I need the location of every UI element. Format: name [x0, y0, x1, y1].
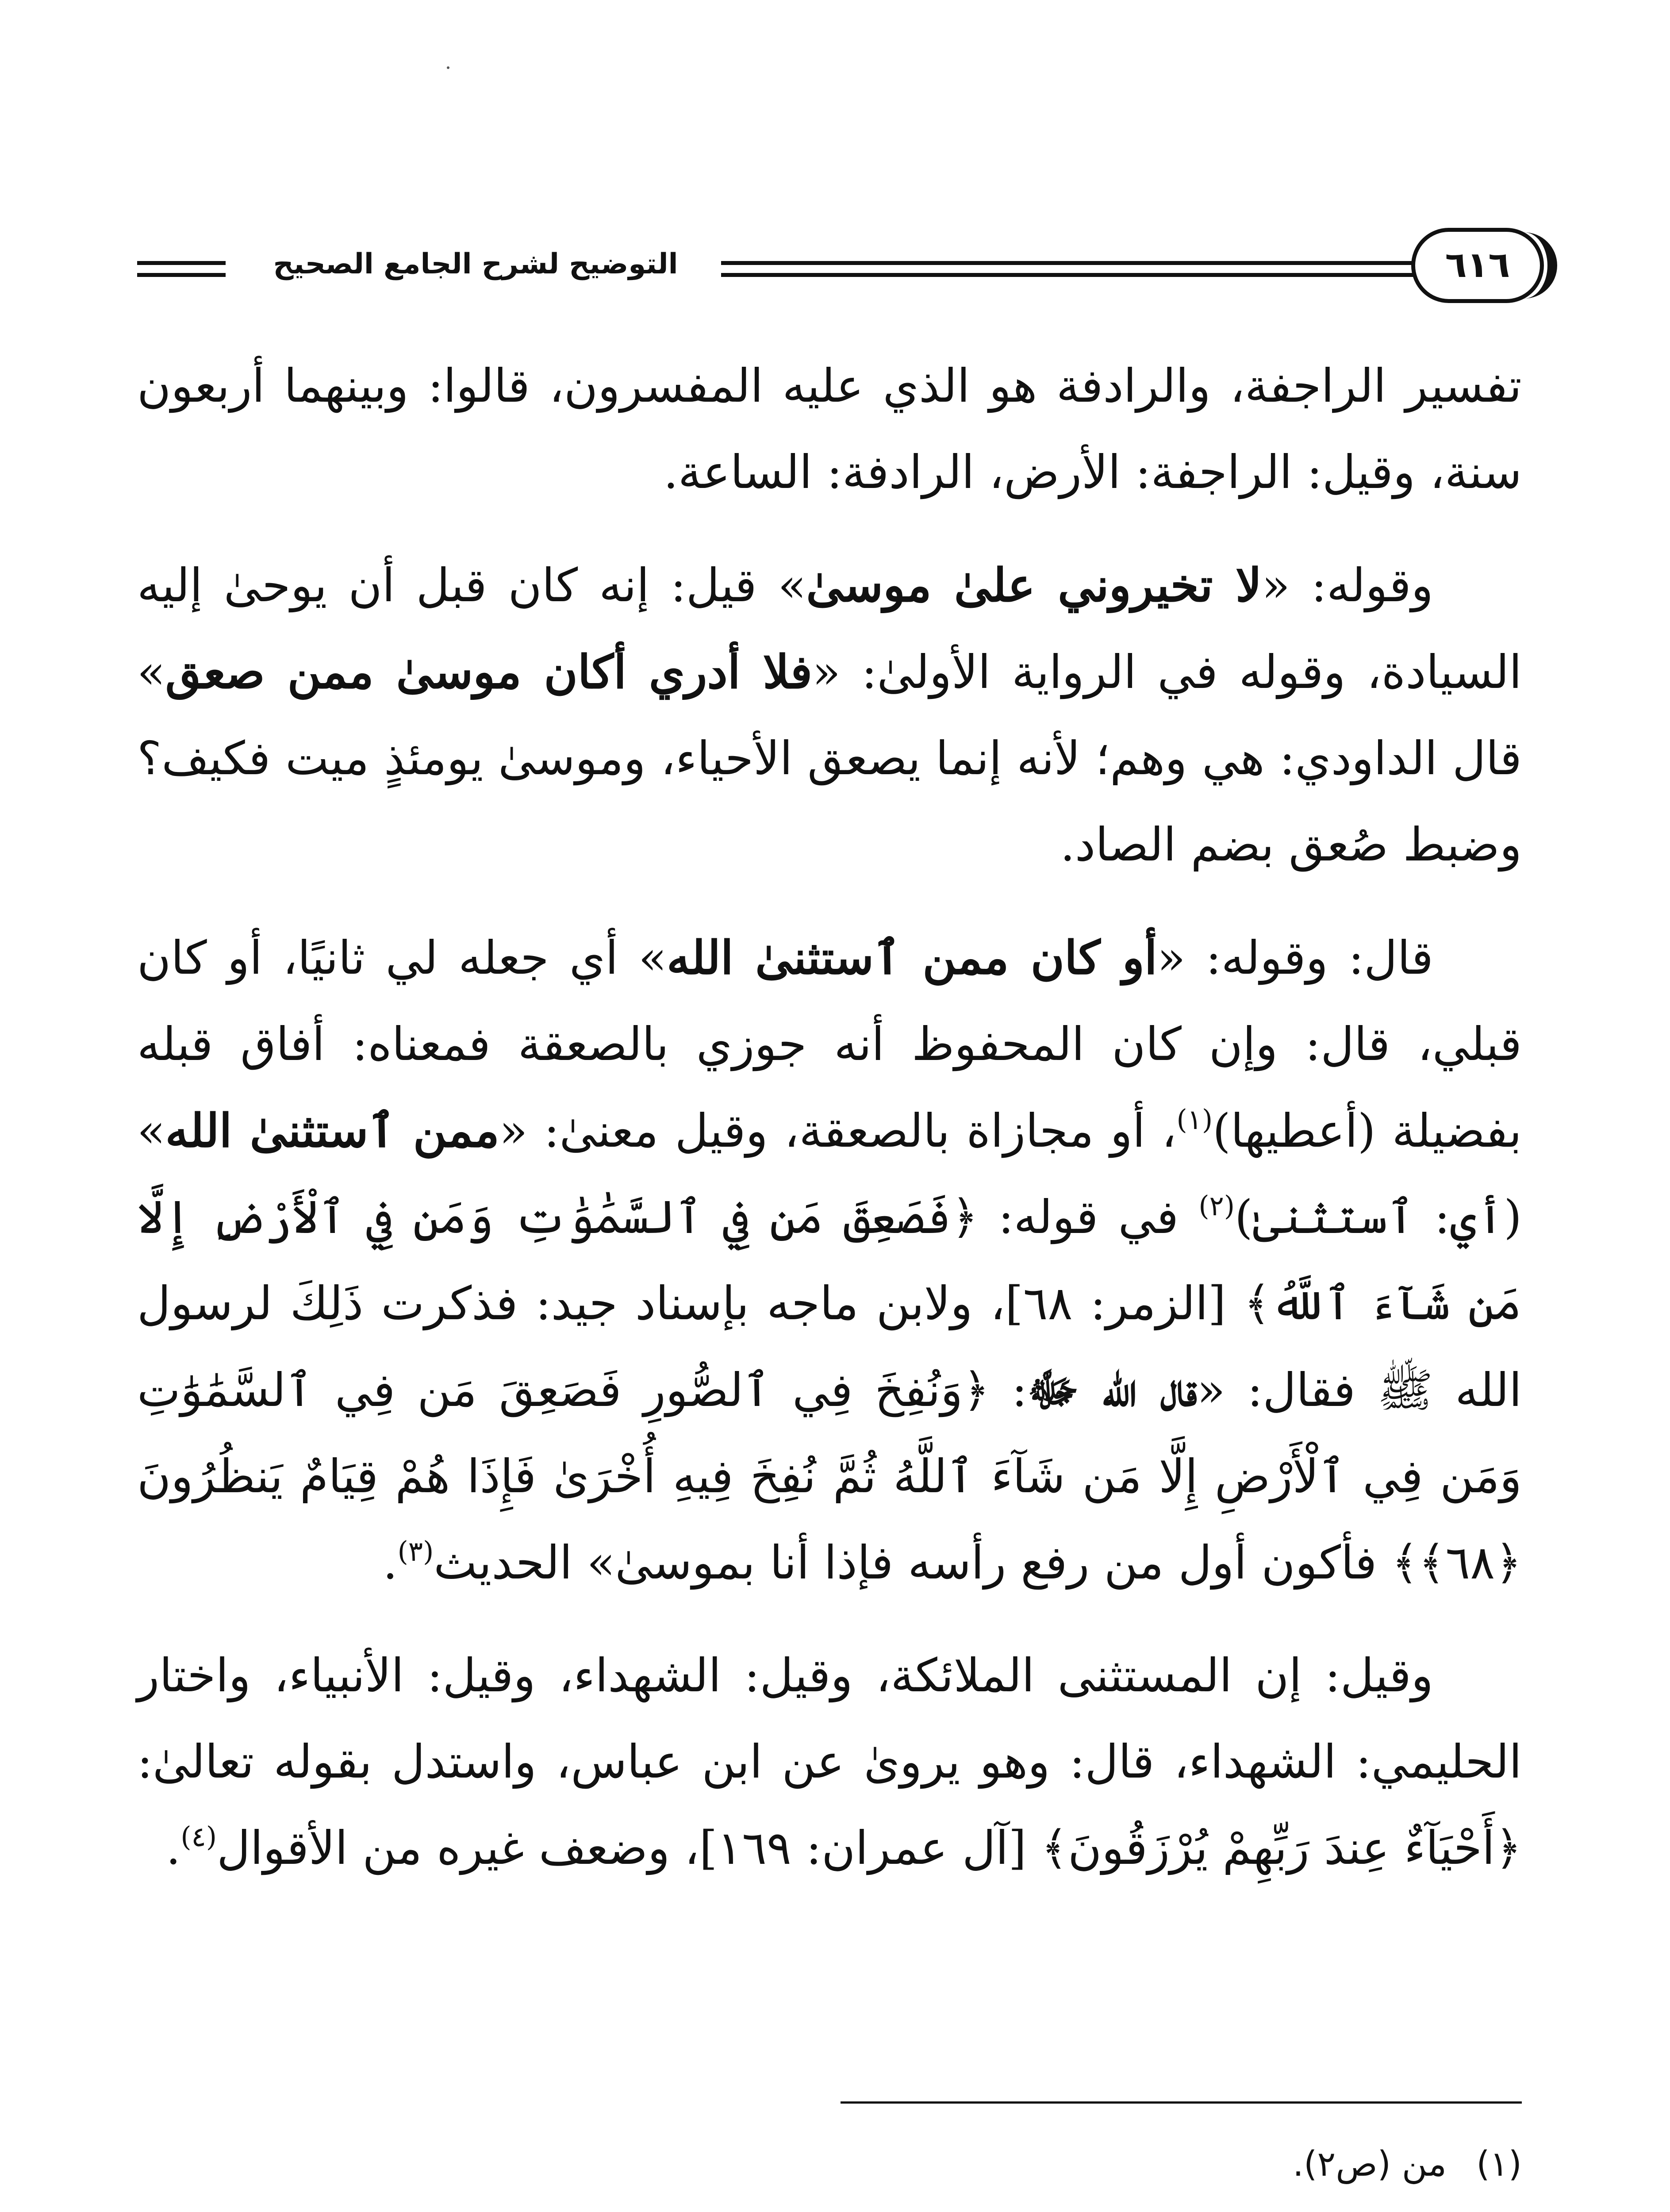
footnote-marker-1[interactable]: (١) — [1176, 1103, 1213, 1136]
footnote-marker-4[interactable]: (٤) — [180, 1820, 217, 1853]
text-run: » قال الداودي: هي وهم؛ لأنه إنما يصعق الأحياء، وموسىٰ يومئذٍ ميت فكيف؟ وضبط صُعق بضم الصاد. — [137, 645, 1522, 872]
footnote-text: من (ص٢). — [1293, 2144, 1447, 2184]
text-run: وقيل: إن المستثنى الملائكة، وقيل: الشهداء، وقيل: الأنبياء، واختار الحليمي: الشهداء، قال: وهو يروىٰ عن ابن عباس، واستدل بقوله تعالىٰ: — [137, 1648, 1522, 1789]
footnote-marker-3[interactable]: (٣) — [397, 1535, 434, 1567]
hadith-quote: فلا أدري أكان موسىٰ ممن صعق — [165, 645, 813, 699]
running-title: التوضيح لشرح الجامع الصحيح — [273, 248, 678, 280]
text-run: [آل عمران: ١٦٩]، وضعف غيره من الأقوال — [217, 1821, 1041, 1875]
header-rule-left — [137, 261, 226, 277]
hadith-quote: أو كان ممن ٱستثنىٰ الله — [667, 930, 1157, 985]
text-run: [الزمر: ٦٨]، ولابن ماجه بإسناد جيد: فذكرت ذَلِكَ لرسول الله ﷺ فقال: « — [137, 1276, 1522, 1417]
paragraph-1 — [137, 343, 1522, 515]
hadith-quote: لا تخيروني علىٰ موسىٰ — [806, 558, 1262, 612]
quran-verse: ﴿وَنُفِخَ فِي ٱلصُّورِ فَصَعِقَ مَن فِي ٱلسَّمَٰوَٰتِ وَمَن فِي ٱلْأَرْضِ إِلَّا مَن شَآءَ ٱللَّهُ ثُمَّ نُفِخَ فِيهِ أُخْرَىٰ فَإِذَا هُمْ قِيَامٌ يَنظُرُونَ ﴿٦٨﴾﴾ — [137, 1363, 1522, 1590]
text-run: . — [383, 1536, 398, 1590]
text-run: فأكون أول من رفع رأسه فإذا أنا بموسىٰ» الحديث — [434, 1536, 1392, 1590]
paragraph-4 — [137, 1632, 1522, 1891]
page-header — [137, 221, 1522, 314]
footnote-1 — [137, 2128, 1522, 2201]
footnote-number: (١) — [1476, 2144, 1522, 2184]
text-run: » قيل: إنه كان قبل أن يوحىٰ إليه السيادة، وقوله في الرواية الأولىٰ: « — [137, 558, 1522, 699]
main-text — [137, 343, 1522, 1918]
text-run: . — [166, 1821, 181, 1875]
footnotes — [137, 2128, 1522, 2212]
quran-verse: ﴿أَحْيَآءٌ عِندَ رَبِّهِمْ يُرْزَقُونَ﴾ — [1041, 1821, 1522, 1875]
footnote-separator — [841, 2101, 1522, 2104]
footnote-number — [1447, 2201, 1522, 2212]
paragraph-1-text: تفسير الراجفة، والرادفة هو الذي عليه المفسرون، قالوا: وبينهما أربعون سنة، وقيل: الراجفة: الأرض، الرادفة: الساعة. — [137, 359, 1522, 499]
text-run: » أي جعله لي ثانيًا، أو كان قبلي، قال: وإن كان المحفوظ أنه جوزي بالصعقة فمعناه: أفاق قبله بفضيلة (أعطيها) — [137, 931, 1522, 1158]
quran-verse: ﴿فَصَعِقَ مَن فِي ٱلسَّمَٰوَٰتِ وَمَن فِي ٱلْأَرْضِ إِلَّا مَن شَآءَ ٱللَّهُ﴾ — [137, 1190, 1522, 1330]
scan-speck — [447, 66, 449, 69]
page-number-ornament — [1517, 232, 1557, 299]
footnote-marker-2[interactable]: (٢) — [1198, 1190, 1235, 1222]
text-run: في قوله: — [978, 1190, 1199, 1244]
page-number: ٦١٦ — [1411, 228, 1544, 303]
footnote-2 — [137, 2201, 1522, 2212]
hadith-quote: ممن ٱستثنىٰ الله — [165, 1103, 499, 1158]
text-run: : — [990, 1363, 1028, 1417]
text-run: ، أو مجازاة بالصعقة، وقيل معنىٰ: « — [499, 1104, 1177, 1158]
paragraph-2 — [137, 542, 1522, 888]
paragraph-3 — [137, 914, 1522, 1606]
text-run: وقوله: « — [1262, 558, 1433, 612]
text-run: » (أي: ٱستثنىٰ) — [137, 1104, 1522, 1244]
hadith-quote: قال الله ﷻ — [1027, 1363, 1197, 1417]
text-run: قال: وقوله: « — [1157, 931, 1433, 985]
header-rule-middle — [721, 261, 1420, 277]
